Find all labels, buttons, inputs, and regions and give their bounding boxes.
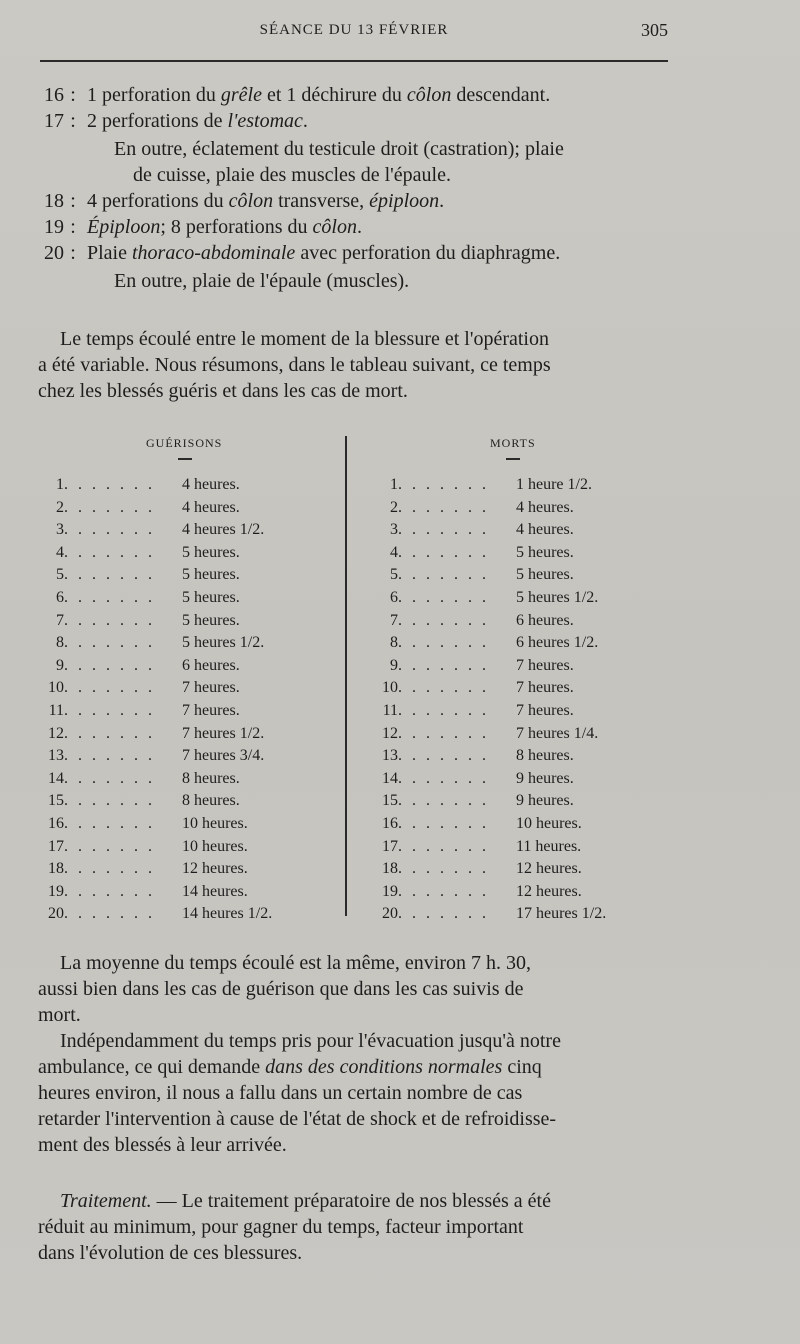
table-row <box>370 747 574 769</box>
table-row <box>36 679 240 701</box>
table-row <box>36 725 264 747</box>
row-number: 3 <box>56 521 64 539</box>
row-number: 9 <box>56 656 64 674</box>
leader-dots: . . . . . . . <box>64 702 155 719</box>
row-number: 16 <box>382 815 398 832</box>
leader-dots: . . . . . . . <box>398 792 489 810</box>
case-19: 19 : Épiploon; 8 perforations du côlon. <box>38 216 362 239</box>
row-number: 5 <box>390 566 398 584</box>
table-row <box>36 566 240 588</box>
leader-dots: . . . . . . . <box>398 724 489 742</box>
row-number: 8 <box>390 634 398 652</box>
table-row <box>370 860 582 882</box>
row-number: 19 <box>382 882 398 900</box>
table-row <box>370 725 598 747</box>
case-text: ; 8 perforations du <box>160 216 313 238</box>
case-number: 16 <box>44 84 64 106</box>
duration-value: 4 heures. <box>182 476 240 493</box>
duration-value: 10 heures. <box>516 815 582 832</box>
row-number: 12 <box>48 724 64 742</box>
duration-value: 5 heures. <box>182 611 240 629</box>
row-number: 4 <box>390 543 398 561</box>
row-number: 11 <box>48 702 64 719</box>
paragraph-line: a été variable. Nous résumons, dans le tableau suivant, ce temps <box>38 354 551 376</box>
duration-value: 7 heures. <box>182 679 240 697</box>
paragraph-text-italic: dans des conditions normales <box>265 1056 503 1078</box>
row-number: 12 <box>382 724 398 742</box>
leader-dots: . . . . . . . <box>398 769 489 787</box>
row-number: 15 <box>48 792 64 810</box>
table-row <box>370 566 574 588</box>
case-text: . <box>356 216 362 238</box>
duration-value: 7 heures. <box>182 702 240 719</box>
leader-dots: . . . . . . . <box>64 679 155 697</box>
case-text: Plaie <box>87 242 132 264</box>
case-20: 20 : Plaie thoraco-abdominale avec perforation du diaphragme. <box>38 242 560 265</box>
leader-dots: . . . . . . . <box>64 566 155 584</box>
column-header-morts: MORTS <box>490 436 536 450</box>
leader-dots: . . . . . . . <box>398 679 489 697</box>
table-row <box>36 770 240 792</box>
table-row <box>370 521 574 543</box>
row-number: 17 <box>48 837 64 855</box>
case-text: 4 perforations du <box>87 190 229 212</box>
duration-value: 7 heures 1/2. <box>182 724 265 742</box>
duration-value: 12 heures. <box>516 860 582 878</box>
duration-value: 8 heures. <box>182 792 240 810</box>
row-number: 13 <box>48 747 64 765</box>
duration-value: 5 heures. <box>182 543 240 561</box>
paragraph-line: dans l'évolution de ces blessures. <box>38 1242 303 1264</box>
table-row <box>36 589 240 611</box>
case-text-italic: épiploon <box>369 190 440 212</box>
leader-dots: . . . . . . . <box>398 905 489 923</box>
table-row <box>370 499 574 521</box>
case-17: 17 : 2 perforations de l'estomac. <box>38 110 308 133</box>
row-number: 2 <box>56 498 64 516</box>
row-number: 10 <box>382 679 398 697</box>
section-heading-italic: Traitement. <box>60 1190 152 1212</box>
table-row <box>370 702 574 724</box>
table-row <box>370 815 582 837</box>
duration-table <box>40 436 660 926</box>
table-row <box>36 702 240 724</box>
duration-value: 9 heures. <box>516 792 574 810</box>
duration-value: 12 heures. <box>182 860 248 878</box>
leader-dots: . . . . . . . <box>64 589 155 606</box>
case-text-italic: côlon <box>228 190 274 212</box>
duration-value: 6 heures 1/2. <box>516 634 599 652</box>
leader-dots: . . . . . . . <box>64 656 155 674</box>
case-number: 18 <box>44 190 64 212</box>
case-text: . <box>439 190 445 212</box>
case-text-italic: grêle <box>220 84 262 106</box>
duration-value: 7 heures 3/4. <box>182 747 265 765</box>
paragraph-text: — Le traitement préparatoire de nos blessés a été <box>151 1190 551 1212</box>
row-number: 7 <box>56 611 64 629</box>
paragraph-line: mort. <box>38 1004 81 1026</box>
table-row <box>36 476 240 498</box>
header-rule <box>40 60 668 62</box>
row-number: 9 <box>390 656 398 674</box>
row-number: 11 <box>382 702 398 719</box>
table-row <box>36 544 240 566</box>
average-paragraph <box>38 950 668 1028</box>
case-text: . <box>302 110 308 132</box>
paragraph-text: cinq <box>502 1056 542 1078</box>
table-row <box>370 612 574 634</box>
case-text: avec perforation du diaphragme. <box>295 242 561 264</box>
row-number: 18 <box>48 860 64 878</box>
leader-dots: . . . . . . . <box>64 882 155 900</box>
case-text-italic: l'estomac <box>227 110 303 132</box>
table-row <box>370 770 574 792</box>
paragraph-line: Indépendamment du temps pris pour l'évacuation jusqu'à notre <box>60 1030 561 1052</box>
treatment-paragraph <box>38 1188 668 1266</box>
row-number: 20 <box>382 905 398 923</box>
case-text-italic: côlon <box>406 84 452 106</box>
duration-value: 7 heures. <box>516 656 574 674</box>
duration-value: 14 heures 1/2. <box>182 905 273 923</box>
table-row <box>36 747 264 769</box>
duration-value: 4 heures. <box>182 498 240 516</box>
table-row <box>36 657 240 679</box>
table-row <box>36 860 248 882</box>
table-row <box>370 679 574 701</box>
case-16: 16 : 1 perforation du grêle et 1 déchirure du côlon descendant. <box>38 84 550 107</box>
table-row <box>36 792 240 814</box>
row-number: 17 <box>382 837 398 855</box>
duration-value: 9 heures. <box>516 769 574 787</box>
case-17-continuation: de cuisse, plaie des muscles de l'épaule. <box>133 164 451 186</box>
row-number: 7 <box>390 611 398 629</box>
row-number: 5 <box>56 566 64 584</box>
row-number: 2 <box>390 498 398 516</box>
case-number: 17 <box>44 110 64 132</box>
duration-value: 7 heures. <box>516 679 574 697</box>
case-18: 18 : 4 perforations du côlon transverse, épiploon. <box>38 190 444 213</box>
duration-value: 8 heures. <box>182 769 240 787</box>
table-row <box>36 521 264 543</box>
leader-dots: . . . . . . . <box>64 724 155 742</box>
duration-value: 17 heures 1/2. <box>516 905 607 923</box>
row-number: 18 <box>382 860 398 878</box>
duration-value: 5 heures 1/2. <box>516 589 599 606</box>
table-row <box>36 815 248 837</box>
leader-dots: . . . . . . . <box>398 543 489 561</box>
row-number: 6 <box>390 589 398 606</box>
table-row <box>36 612 240 634</box>
paragraph-line <box>38 1188 668 1214</box>
table-row <box>36 838 248 860</box>
leader-dots: . . . . . . . <box>64 769 155 787</box>
duration-value: 1 heure 1/2. <box>516 476 592 493</box>
leader-dots: . . . . . . . <box>398 566 489 584</box>
paragraph-line: aussi bien dans les cas de guérison que dans les cas suivis de <box>38 978 524 1000</box>
duration-value: 4 heures 1/2. <box>182 521 265 539</box>
leader-dots: . . . . . . . <box>64 747 155 765</box>
row-number: 8 <box>56 634 64 652</box>
table-row <box>370 883 582 905</box>
duration-value: 8 heures. <box>516 747 574 765</box>
leader-dots: . . . . . . . <box>64 815 155 832</box>
leader-dots: . . . . . . . <box>398 589 489 606</box>
row-number: 4 <box>56 543 64 561</box>
row-number: 13 <box>382 747 398 765</box>
row-number: 15 <box>382 792 398 810</box>
case-text: transverse, <box>273 190 370 212</box>
duration-value: 7 heures. <box>516 702 574 719</box>
header-dash <box>506 458 520 460</box>
row-number: 6 <box>56 589 64 606</box>
duration-value: 5 heures 1/2. <box>182 634 265 652</box>
leader-dots: . . . . . . . <box>398 521 489 539</box>
duration-value: 6 heures. <box>182 656 240 674</box>
table-row <box>370 476 592 498</box>
duration-value: 11 heures. <box>516 837 582 855</box>
row-number: 20 <box>48 905 64 923</box>
column-header-guerisons: GUÉRISONS <box>146 436 223 450</box>
row-number: 19 <box>48 882 64 900</box>
independent-paragraph <box>38 1028 668 1158</box>
case-text: 2 perforations de <box>87 110 228 132</box>
table-row <box>36 883 248 905</box>
leader-dots: . . . . . . . <box>64 634 155 652</box>
duration-value: 7 heures 1/4. <box>516 724 599 742</box>
leader-dots: . . . . . . . <box>64 792 155 810</box>
duration-value: 6 heures. <box>516 611 574 629</box>
row-number: 10 <box>48 679 64 697</box>
duration-value: 5 heures. <box>182 566 240 584</box>
leader-dots: . . . . . . . <box>64 905 155 923</box>
page-number: 305 <box>641 20 668 40</box>
table-row <box>36 499 240 521</box>
leader-dots: . . . . . . . <box>398 611 489 629</box>
table-row <box>36 905 272 927</box>
paragraph-line: retarder l'intervention à cause de l'état de shock et de refroidisse- <box>38 1108 557 1130</box>
duration-value: 14 heures. <box>182 882 248 900</box>
table-row <box>370 657 574 679</box>
table-row <box>370 792 574 814</box>
paragraph-line: heures environ, il nous a fallu dans un certain nombre de cas <box>38 1082 523 1104</box>
leader-dots: . . . . . . . <box>64 837 155 855</box>
duration-value: 5 heures. <box>182 589 240 606</box>
leader-dots: . . . . . . . <box>398 476 489 493</box>
paragraph-line <box>38 1054 668 1080</box>
case-text: et 1 déchirure du <box>261 84 407 106</box>
paragraph-line: ment des blessés à leur arrivée. <box>38 1134 287 1156</box>
duration-value: 10 heures. <box>182 837 248 855</box>
row-number: 1 <box>390 476 398 493</box>
leader-dots: . . . . . . . <box>398 498 489 516</box>
leader-dots: . . . . . . . <box>398 702 489 719</box>
leader-dots: . . . . . . . <box>64 860 155 878</box>
row-number: 14 <box>382 769 398 787</box>
leader-dots: . . . . . . . <box>64 498 155 516</box>
header-dash <box>178 458 192 460</box>
leader-dots: . . . . . . . <box>398 882 489 900</box>
table-row <box>370 589 598 611</box>
paragraph-line: réduit au minimum, pour gagner du temps, facteur important <box>38 1216 524 1238</box>
intro-paragraph <box>38 326 668 404</box>
case-17-continuation: En outre, éclatement du testicule droit (castration); plaie <box>114 138 564 160</box>
case-text-italic: Épiploon <box>87 216 161 238</box>
leader-dots: . . . . . . . <box>398 837 489 855</box>
row-number: 1 <box>56 476 64 493</box>
case-text-italic: côlon <box>312 216 357 238</box>
table-row <box>370 838 581 860</box>
duration-value: 5 heures. <box>516 566 574 584</box>
paragraph-line: La moyenne du temps écoulé est la même, environ 7 h. 30, <box>60 952 531 974</box>
duration-value: 4 heures. <box>516 521 574 539</box>
paragraph-line: Le temps écoulé entre le moment de la blessure et l'opération <box>60 328 549 350</box>
leader-dots: . . . . . . . <box>64 611 155 629</box>
row-number: 16 <box>48 815 64 832</box>
leader-dots: . . . . . . . <box>64 521 155 539</box>
table-row <box>370 905 606 927</box>
case-number: 20 <box>44 242 64 264</box>
duration-value: 12 heures. <box>516 882 582 900</box>
leader-dots: . . . . . . . <box>398 815 489 832</box>
case-20-continuation: En outre, plaie de l'épaule (muscles). <box>114 270 410 292</box>
duration-value: 10 heures. <box>182 815 248 832</box>
paragraph-line: chez les blessés guéris et dans les cas de mort. <box>38 380 408 402</box>
paragraph-text: ambulance, ce qui demande <box>38 1056 266 1078</box>
case-number: 19 <box>44 216 64 238</box>
table-row <box>370 544 574 566</box>
duration-value: 4 heures. <box>516 498 574 516</box>
duration-value: 5 heures. <box>516 543 574 561</box>
leader-dots: . . . . . . . <box>64 476 155 493</box>
leader-dots: . . . . . . . <box>398 656 489 674</box>
leader-dots: . . . . . . . <box>64 543 155 561</box>
running-title: SÉANCE DU 13 FÉVRIER <box>259 22 449 38</box>
table-row <box>36 634 264 656</box>
case-text: descendant. <box>451 84 551 106</box>
row-number: 3 <box>390 521 398 539</box>
case-text: 1 perforation du <box>87 84 221 106</box>
table-row <box>370 634 598 656</box>
case-text-italic: thoraco-abdominale <box>132 242 296 264</box>
leader-dots: . . . . . . . <box>398 634 489 652</box>
leader-dots: . . . . . . . <box>398 747 489 765</box>
running-head <box>40 18 668 44</box>
leader-dots: . . . . . . . <box>398 860 489 878</box>
column-divider <box>345 436 347 916</box>
row-number: 14 <box>48 769 64 787</box>
